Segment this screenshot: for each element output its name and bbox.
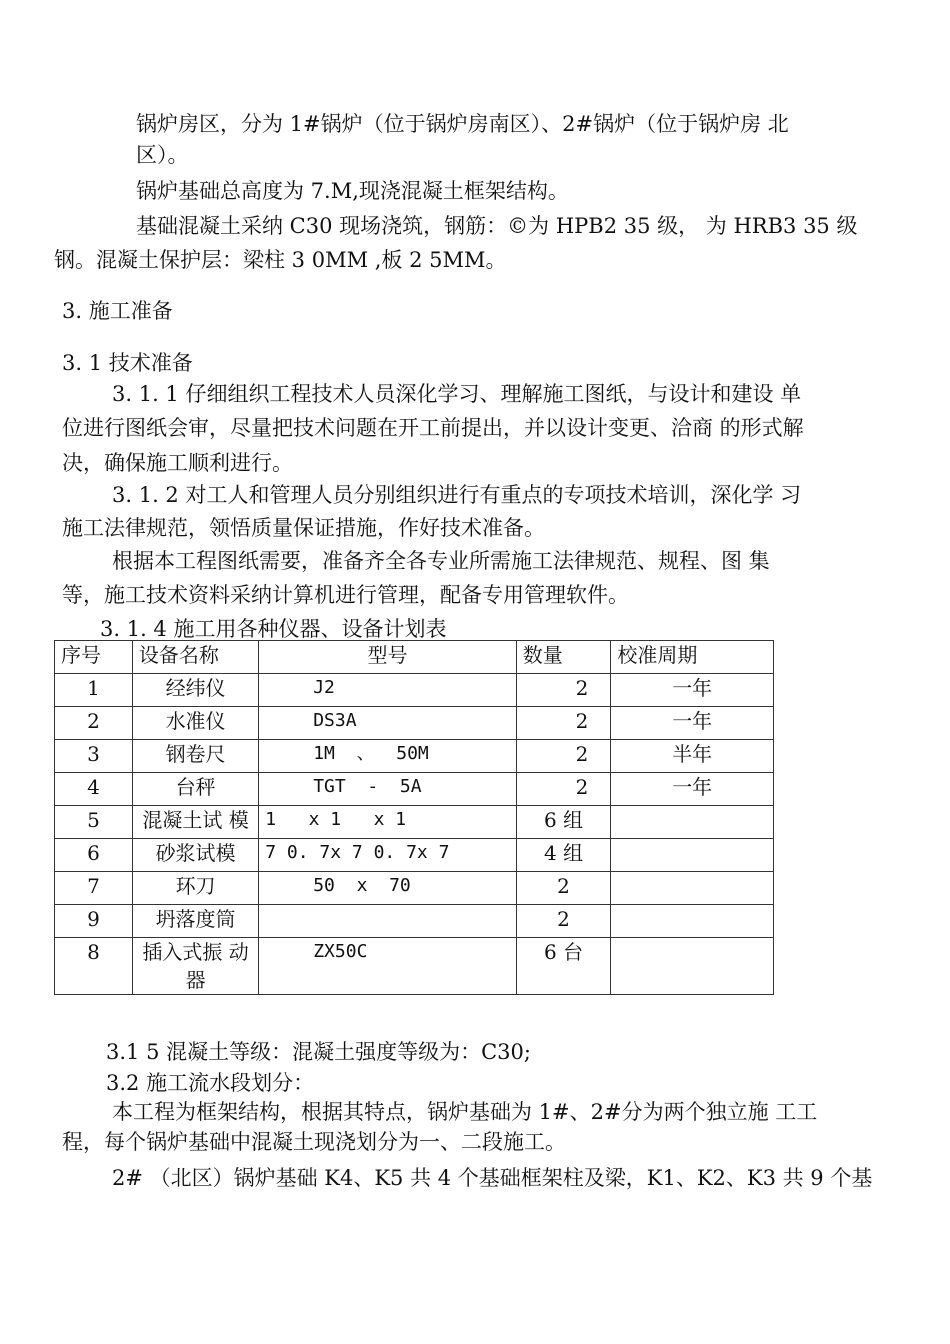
- table-header-row: [55, 641, 774, 674]
- table-row: [55, 740, 774, 773]
- paragraph-line: 3. 1. 1 仔细组织工程技术人员深化学习、理解施工图纸，与设计和建设 单: [112, 382, 802, 406]
- cell-model: ZX50C: [259, 938, 517, 995]
- cell-qty: 2: [516, 905, 611, 938]
- cell-calibration: 一年: [611, 674, 774, 707]
- cell-model: 1 x 1 x 1: [259, 806, 517, 839]
- table-row: [55, 707, 774, 740]
- cell-no: 6: [55, 839, 133, 872]
- cell-no: 9: [55, 905, 133, 938]
- cell-model: [259, 905, 517, 938]
- paragraph-line: 锅炉基础总高度为 7.M,现浇混凝土框架结构。: [136, 179, 569, 203]
- table-row: [55, 905, 774, 938]
- cell-qty: 4 组: [516, 839, 611, 872]
- section-heading: 3.2 施工流水段划分：: [106, 1071, 315, 1095]
- cell-model: DS3A: [259, 707, 517, 740]
- cell-model: 7 0. 7x 7 0. 7x 7: [259, 839, 517, 872]
- section-heading: 3. 1 技术准备: [62, 351, 193, 375]
- paragraph-line: 3. 1. 2 对工人和管理人员分别组织进行有重点的专项技术培训，深化学 习: [112, 483, 802, 507]
- cell-no: 1: [55, 674, 133, 707]
- cell-name: 坍落度筒: [132, 905, 258, 938]
- cell-model: TGT - 5A: [259, 773, 517, 806]
- cell-calibration: 一年: [611, 773, 774, 806]
- table-row: [55, 773, 774, 806]
- paragraph-line: 程，每个锅炉基础中混凝土现浇划分为一、二段施工。: [62, 1130, 566, 1154]
- cell-calibration: [611, 806, 774, 839]
- paragraph-line: 施工法律规范，领悟质量保证措施，作好技术准备。: [62, 516, 545, 540]
- paragraph-line: 根据本工程图纸需要，准备齐全各专业所需施工法律规范、规程、图 集: [112, 549, 770, 573]
- table-row: [55, 839, 774, 872]
- cell-no: 3: [55, 740, 133, 773]
- table-caption: 3. 1. 4 施工用各种仪器、设备计划表: [100, 617, 447, 641]
- paragraph-line: 基础混凝土采纳 C30 现场浇筑，钢筋：©为 HPB2 35 级， 为 HRB3 35 级: [136, 214, 858, 238]
- cell-qty: 6 台: [516, 938, 611, 995]
- paragraph-line: 决，确保施工顺利进行。: [62, 451, 293, 475]
- cell-name: 混凝土试 模: [132, 806, 258, 839]
- paragraph-line: 本工程为框架结构，根据其特点，锅炉基础为 1#、2#分为两个独立施 工工: [112, 1100, 818, 1124]
- table-row: [55, 938, 774, 995]
- cell-calibration: [611, 872, 774, 905]
- header-calibration: 校准周期: [611, 641, 774, 674]
- cell-name: 钢卷尺: [132, 740, 258, 773]
- cell-model: J2: [259, 674, 517, 707]
- cell-qty: 2: [516, 674, 611, 707]
- cell-name: 插入式振 动器: [132, 938, 258, 995]
- equipment-table: [54, 640, 774, 995]
- cell-no: 4: [55, 773, 133, 806]
- header-model: 型号: [259, 641, 517, 674]
- cell-calibration: [611, 905, 774, 938]
- paragraph-line: 区）。: [136, 143, 189, 167]
- paragraph-line: 等，施工技术资料采纳计算机进行管理，配备专用管理软件。: [62, 583, 629, 607]
- cell-calibration: 半年: [611, 740, 774, 773]
- cell-qty: 2: [516, 707, 611, 740]
- cell-name: 砂浆试模: [132, 839, 258, 872]
- header-no: 序号: [55, 641, 133, 674]
- cell-no: 5: [55, 806, 133, 839]
- cell-model: 1M 、 50M: [259, 740, 517, 773]
- header-name: 设备名称: [132, 641, 258, 674]
- header-qty: 数量: [516, 641, 611, 674]
- cell-qty: 2: [516, 773, 611, 806]
- cell-no: 7: [55, 872, 133, 905]
- table-row: [55, 806, 774, 839]
- cell-no: 2: [55, 707, 133, 740]
- cell-name: 水准仪: [132, 707, 258, 740]
- paragraph-line: [136, 110, 892, 138]
- paragraph-line: 钢。混凝土保护层：梁柱 3 0MM ,板 2 5MM。: [54, 248, 507, 272]
- paragraph-line: 3.1 5 混凝土等级：混凝土强度等级为：C30;: [106, 1040, 531, 1064]
- cell-name: 台秤: [132, 773, 258, 806]
- cell-qty: 2: [516, 872, 611, 905]
- table-row: [55, 872, 774, 905]
- table-row: [55, 674, 774, 707]
- cell-model: 50 x 70: [259, 872, 517, 905]
- cell-qty: 2: [516, 740, 611, 773]
- cell-no: 8: [55, 938, 133, 995]
- cell-calibration: 一年: [611, 707, 774, 740]
- cell-calibration: [611, 839, 774, 872]
- section-heading: 3. 施工准备: [62, 299, 173, 323]
- text: 锅炉房区，分为 1#锅炉（位于锅炉房南区）、2#锅炉（位于锅炉房 北: [136, 112, 789, 136]
- paragraph-line: 位进行图纸会审，尽量把技术问题在开工前提出，并以设计变更、洽商 的形式解: [62, 416, 804, 440]
- cell-name: 环刀: [132, 872, 258, 905]
- cell-name: 经纬仪: [132, 674, 258, 707]
- cell-qty: 6 组: [516, 806, 611, 839]
- paragraph-line: 2# （北区）锅炉基础 K4、K5 共 4 个基础框架柱及梁，K1、K2、K3 共 9 个基: [112, 1166, 873, 1190]
- cell-calibration: [611, 938, 774, 995]
